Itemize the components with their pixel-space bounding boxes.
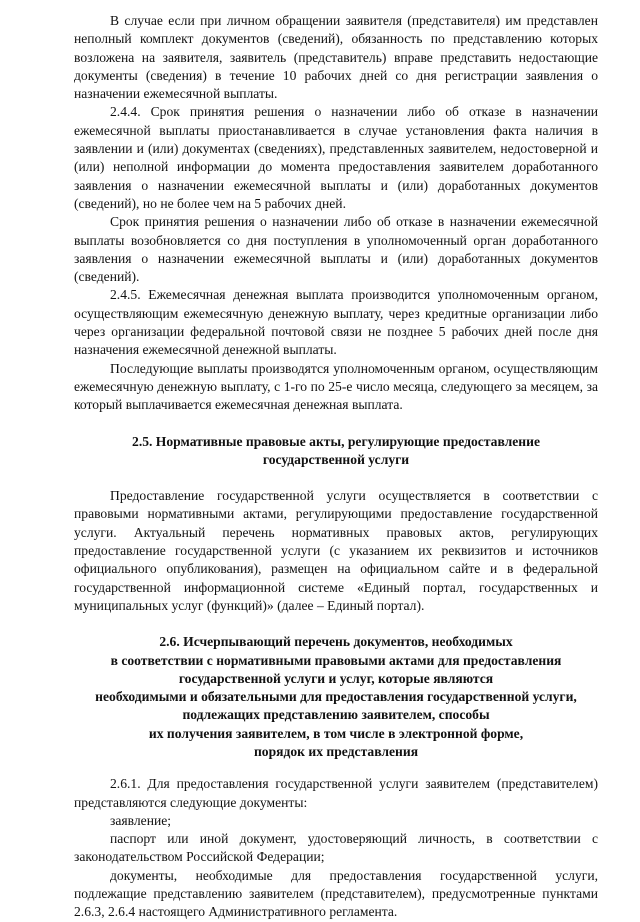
- heading-line: в соответствии с нормативными правовыми актами для предоставления: [110, 652, 562, 668]
- paragraph-term-resumption: Срок принятия решения о назначении либо об отказе в назначении ежемесячной выплаты возобновляется со дня поступления в уполномоченный орган доработанного заявления о назначении ежемесячной выплаты и (или) доработанных документов (сведений).: [74, 214, 598, 285]
- spacer: [74, 761, 598, 775]
- document-page: [74, 12, 598, 922]
- paragraph-2-4-4: 2.4.4. Срок принятия решения о назначении либо об отказе в назначении ежемесячной выплаты приостанавливается в случае установления факта наличия в заявлении и (или) документах (сведениях), представленных заявителем, недостоверной и (или) неполной информации до момента предоставления заявителем доработанного заявления о назначении ежемесячной выплаты и (или) доработанных документов (сведений), но не более чем на 5 рабочих дней.: [74, 104, 598, 211]
- list-item-application: заявление;: [110, 812, 172, 828]
- spacer: [74, 415, 598, 433]
- section-heading-2-5: [74, 433, 598, 470]
- list-item-documents: документы, необходимые для предоставления государственной услуги, подлежащие представлению заявителем (представителем), предусмотренные пунктами 2.6.3, 2.6.4 настоящего Административного регламента.: [74, 867, 598, 920]
- paragraph-2-6-1: 2.6.1. Для предоставления государственной услуги заявителем (представителем) представляются следующие документы:: [74, 776, 598, 810]
- heading-line: подлежащих представлению заявителем, способы: [182, 707, 490, 723]
- heading-line: необходимыми и обязательными для предоставления государственной услуги,: [95, 689, 577, 705]
- paragraph-2-4-5: 2.4.5. Ежемесячная денежная выплата производится уполномоченным органом, осуществляющим ежемесячную денежную выплату, через кредитные организации либо через организации федеральной почтовой связи не позднее 5 рабочих дней после дня назначения ежемесячной денежной выплаты.: [74, 287, 598, 358]
- list-item-passport: паспорт или иной документ, удостоверяющий личность, в соответствии с законодательством Российской Федерации;: [74, 831, 598, 865]
- heading-line: государственной услуги и услуг, которые являются: [178, 670, 494, 686]
- heading-line: порядок их представления: [253, 743, 419, 759]
- paragraph-incomplete-documents: В случае если при личном обращении заявителя (представителя) им представлен неполный комплект документов (сведений), обязанность по представлению которых возложена на заявителя, заявитель (представитель) вправе представить недостающие документы (сведения) в течение 10 рабочих дней со дня регистрации заявления о назначении ежемесячной выплаты.: [74, 13, 598, 102]
- heading-line: государственной услуги: [262, 451, 410, 467]
- spacer: [74, 469, 598, 487]
- spacer: [74, 615, 598, 633]
- section-heading-2-6: [74, 633, 598, 761]
- paragraph-subsequent-payments: Последующие выплаты производятся уполномоченным органом, осуществляющим ежемесячную денежную выплату, с 1-го по 25-е число месяца, следующего за месяцем, за который выплачивается ежемесячная денежная выплата.: [74, 360, 598, 413]
- heading-line: 2.5. Нормативные правовые акты, регулирующие предоставление: [132, 433, 540, 449]
- heading-line: их получения заявителем, в том числе в электронной форме,: [148, 725, 524, 741]
- paragraph-legal-acts: Предоставление государственной услуги осуществляется в соответствии с правовыми нормативными актами, регулирующими предоставление государственной услуги. Актуальный перечень нормативных правовых актов, регулирующих предоставление государственной услуги (с указанием их реквизитов и источников официального опубликования), размещен на официальном сайте и в федеральной государственной информационной системе «Единый портал, государственных и муниципальных услуг (функций)» (далее – Единый портал).: [74, 488, 598, 613]
- heading-line: 2.6. Исчерпывающий перечень документов, необходимых: [159, 634, 513, 650]
